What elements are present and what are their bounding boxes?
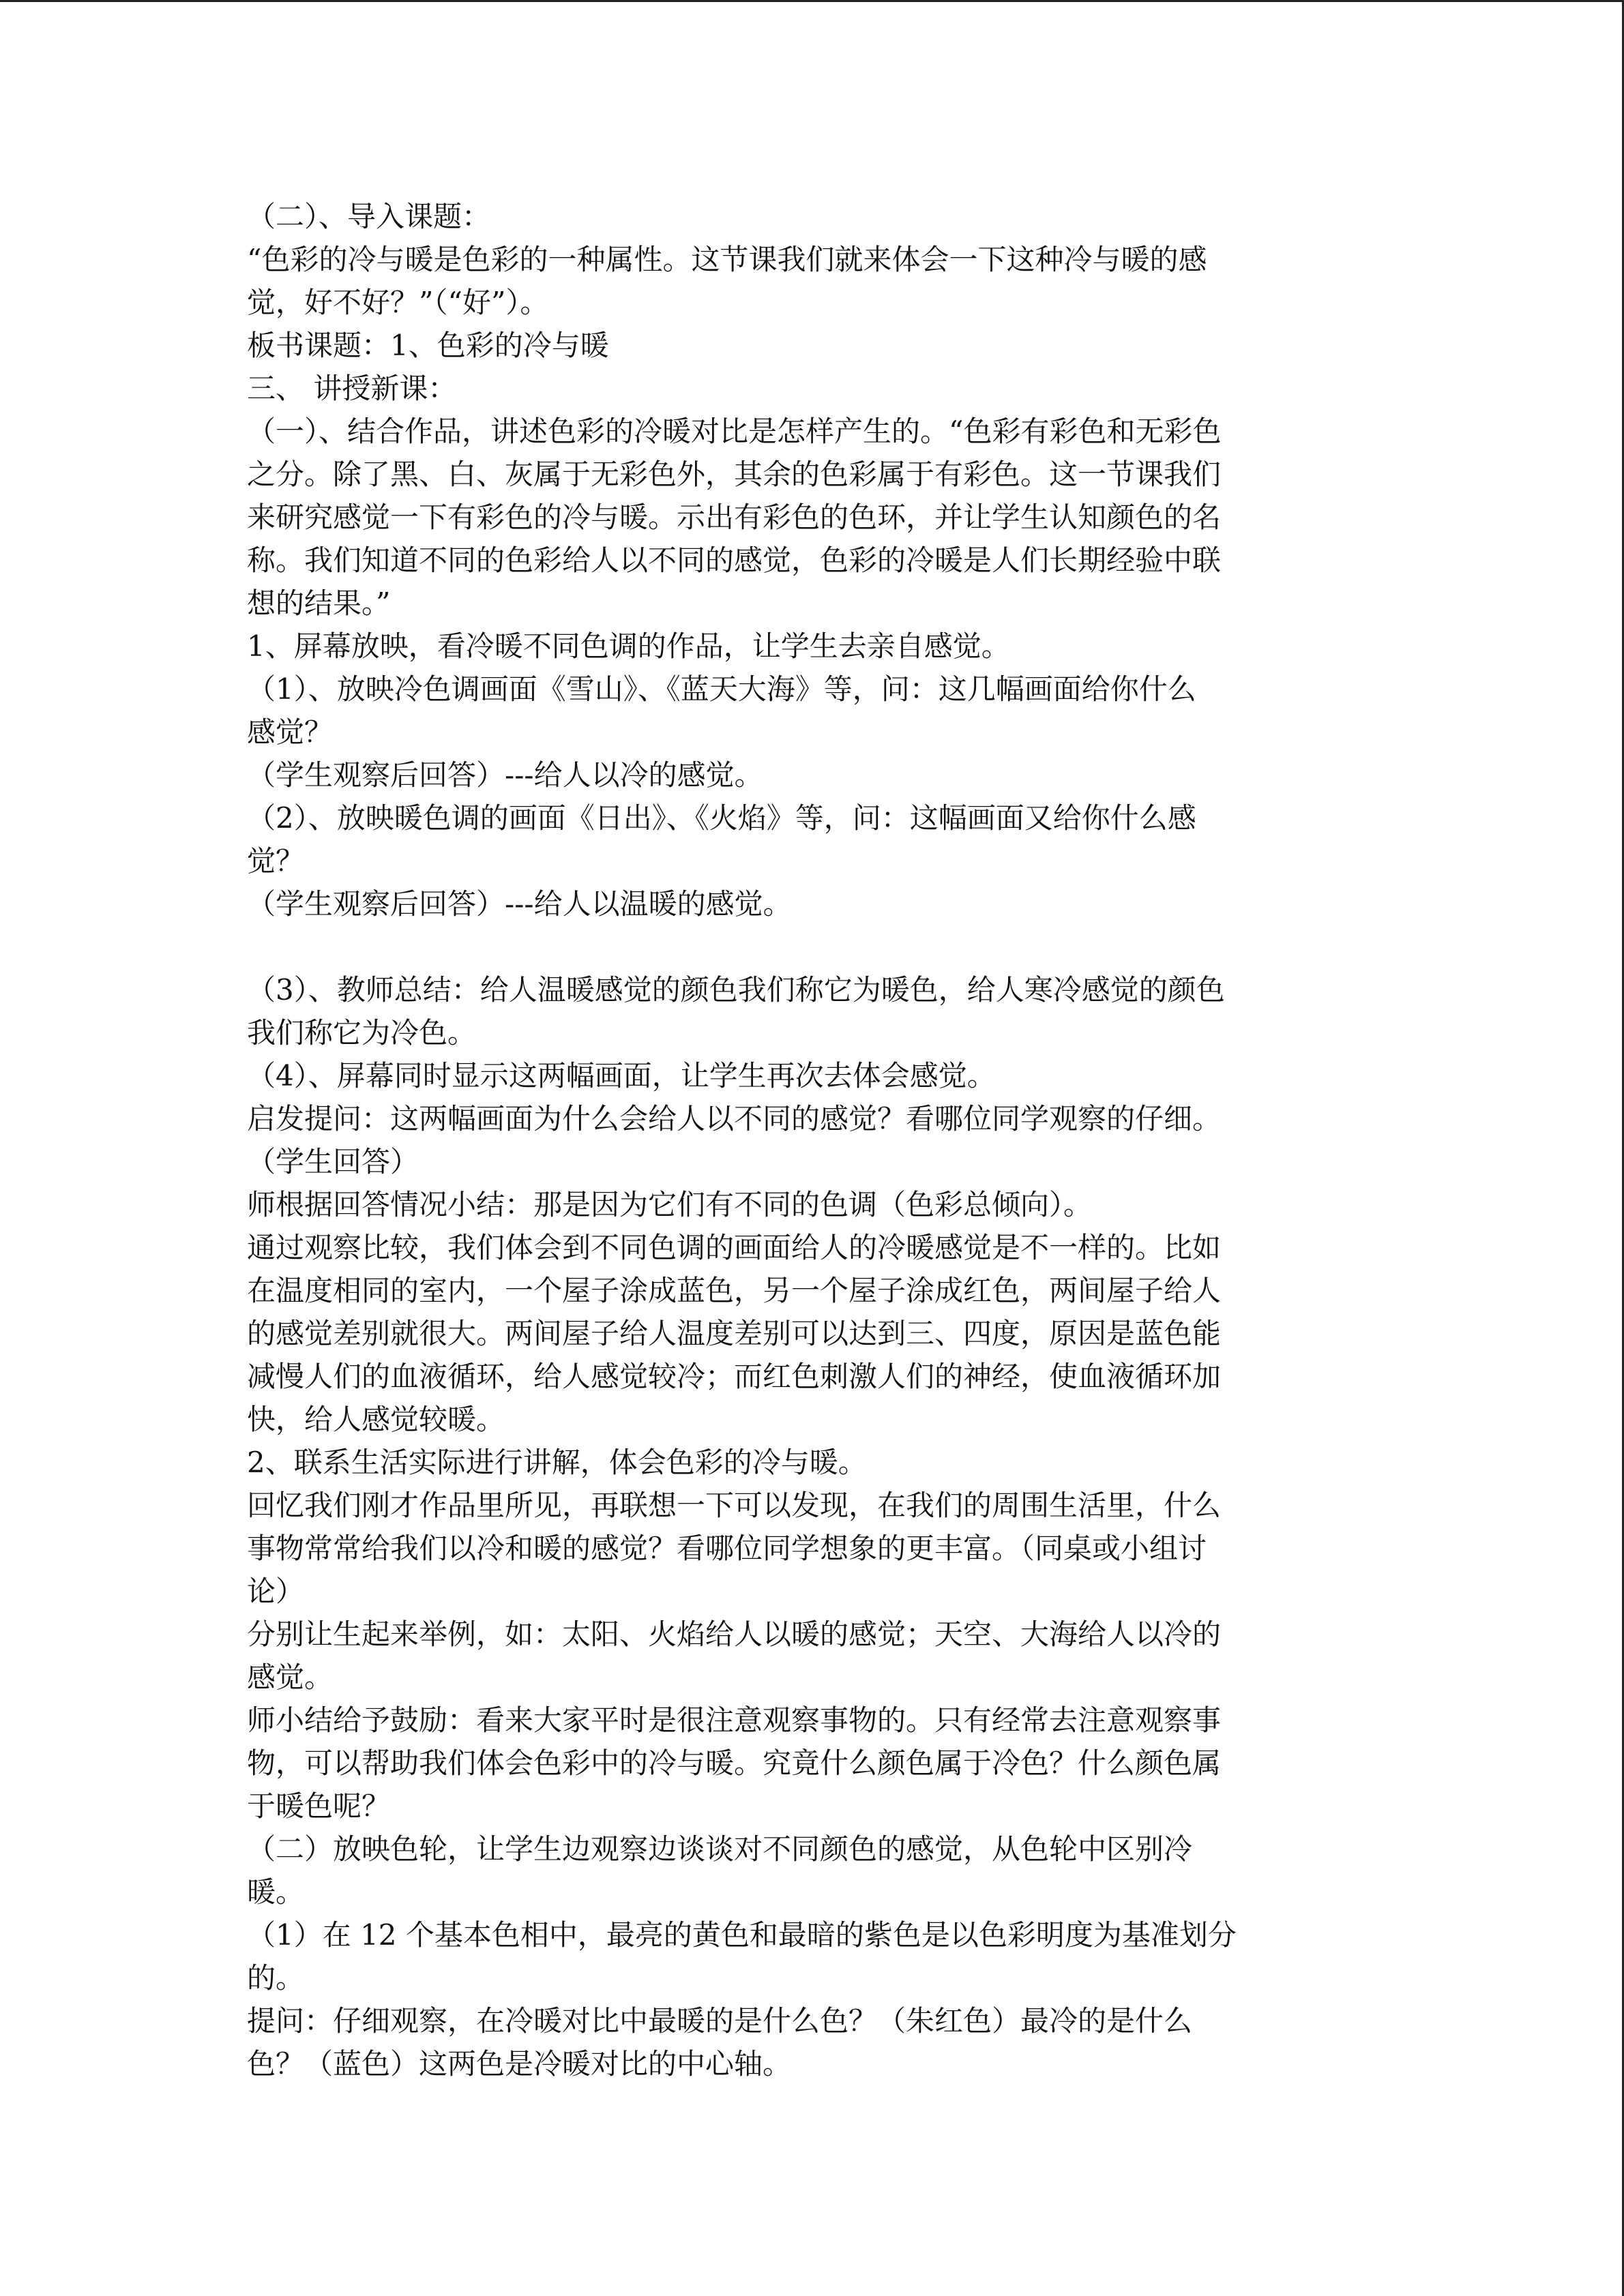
- page-top-border: [0, 0, 1624, 2]
- text-line: 事物常常给我们以冷和暖的感觉？看哪位同学想象的更丰富。（同桌或小组讨: [247, 1532, 1207, 1565]
- text-line: 的。: [247, 1961, 305, 1995]
- blank-line: [247, 925, 1372, 968]
- text-line: 师小结给予鼓励：看来大家平时是很注意观察事物的。只有经常去注意观察事: [247, 1703, 1222, 1737]
- text-line: （学生观察后回答）---给人以温暖的感觉。: [247, 887, 792, 921]
- text-line: 称。我们知道不同的色彩给人以不同的感觉，色彩的冷暖是人们长期经验中联: [247, 543, 1222, 577]
- text-line: 感觉。: [247, 1660, 334, 1694]
- text-line: 快，给人感觉较暖。: [247, 1403, 505, 1436]
- text-line: 回忆我们刚才作品里所见，再联想一下可以发现，在我们的周围生活里，什么: [247, 1489, 1222, 1522]
- text-line: （4）、屏幕同时显示这两幅画面，让学生再次去体会感觉。: [247, 1059, 996, 1092]
- text-line: （二）放映色轮，让学生边观察边谈谈对不同颜色的感觉，从色轮中区别冷: [247, 1832, 1193, 1866]
- text-line: （1）在 12 个基本色相中，最亮的黄色和最暗的紫色是以色彩明度为基准划分: [247, 1918, 1237, 1952]
- text-line: 暖。: [247, 1875, 305, 1909]
- text-line: 师根据回答情况小结：那是因为它们有不同的色调（色彩总倾向）。: [247, 1188, 1093, 1221]
- text-line: 感觉？: [247, 715, 334, 749]
- text-line: 减慢人们的血液循环，给人感觉较冷；而红色刺激人们的神经，使血液循环加: [247, 1360, 1222, 1393]
- text-line: 觉，好不好？”（“好”）。: [247, 286, 549, 319]
- text-line: （2）、放映暖色调的画面《日出》、《火焰》等，问：这幅画面又给你什么感: [247, 801, 1196, 835]
- text-line: 之分。除了黑、白、灰属于无彩色外，其余的色彩属于有彩色。这一节课我们: [247, 458, 1222, 491]
- text-line: （二）、导入课题：: [247, 200, 491, 233]
- text-line: 2、联系生活实际进行讲解，体会色彩的冷与暖。: [247, 1446, 867, 1479]
- text-line: （3）、教师总结：给人温暖感觉的颜色我们称它为暖色，给人寒冷感觉的颜色: [247, 973, 1225, 1007]
- text-line: 提问：仔细观察，在冷暖对比中最暖的是什么色？（朱红色）最冷的是什么: [247, 2004, 1193, 2038]
- text-line: 三、 讲授新课：: [247, 372, 457, 405]
- text-line: 的感觉差别就很大。两间屋子给人温度差别可以达到三、四度，原因是蓝色能: [247, 1317, 1222, 1350]
- text-line: （学生观察后回答）---给人以冷的感觉。: [247, 758, 763, 792]
- text-line: 在温度相同的室内，一个屋子涂成蓝色，另一个屋子涂成红色，两间屋子给人: [247, 1274, 1222, 1307]
- text-line: 物，可以帮助我们体会色彩中的冷与暖。究竟什么颜色属于冷色？什么颜色属: [247, 1746, 1222, 1780]
- text-line: 通过观察比较，我们体会到不同色调的画面给人的冷暖感觉是不一样的。比如: [247, 1231, 1222, 1264]
- text-line: 分别让生起来举例，如：太阳、火焰给人以暖的感觉；天空、大海给人以冷的: [247, 1617, 1222, 1651]
- text-line: 1、屏幕放映，看冷暖不同色调的作品，让学生去亲自感觉。: [247, 629, 1010, 663]
- text-line: 于暖色呢？: [247, 1789, 391, 1823]
- text-line: 想的结果。”: [247, 586, 391, 620]
- text-line: （1）、放映冷色调画面《雪山》、《蓝天大海》等，问：这几幅画面给你什么: [247, 672, 1196, 706]
- text-line: 来研究感觉一下有彩色的冷与暖。示出有彩色的色环，并让学生认知颜色的名: [247, 501, 1222, 534]
- text-line: 板书课题：1、色彩的冷与暖: [247, 329, 609, 362]
- text-line: 色？（蓝色）这两色是冷暖对比的中心轴。: [247, 2047, 792, 2081]
- text-line: 启发提问：这两幅画面为什么会给人以不同的感觉？看哪位同学观察的仔细。: [247, 1102, 1222, 1135]
- text-line: （学生回答）: [247, 1145, 419, 1178]
- text-line: 觉？: [247, 844, 305, 878]
- document-body: [247, 195, 1372, 2085]
- text-line: “色彩的冷与暖是色彩的一种属性。这节课我们就来体会一下这种冷与暖的感: [247, 243, 1207, 276]
- text-line: 我们称它为冷色。: [247, 1016, 477, 1049]
- text-line: （一）、结合作品，讲述色彩的冷暖对比是怎样产生的。“色彩有彩色和无彩色: [247, 415, 1222, 448]
- text-line: 论）: [247, 1575, 305, 1608]
